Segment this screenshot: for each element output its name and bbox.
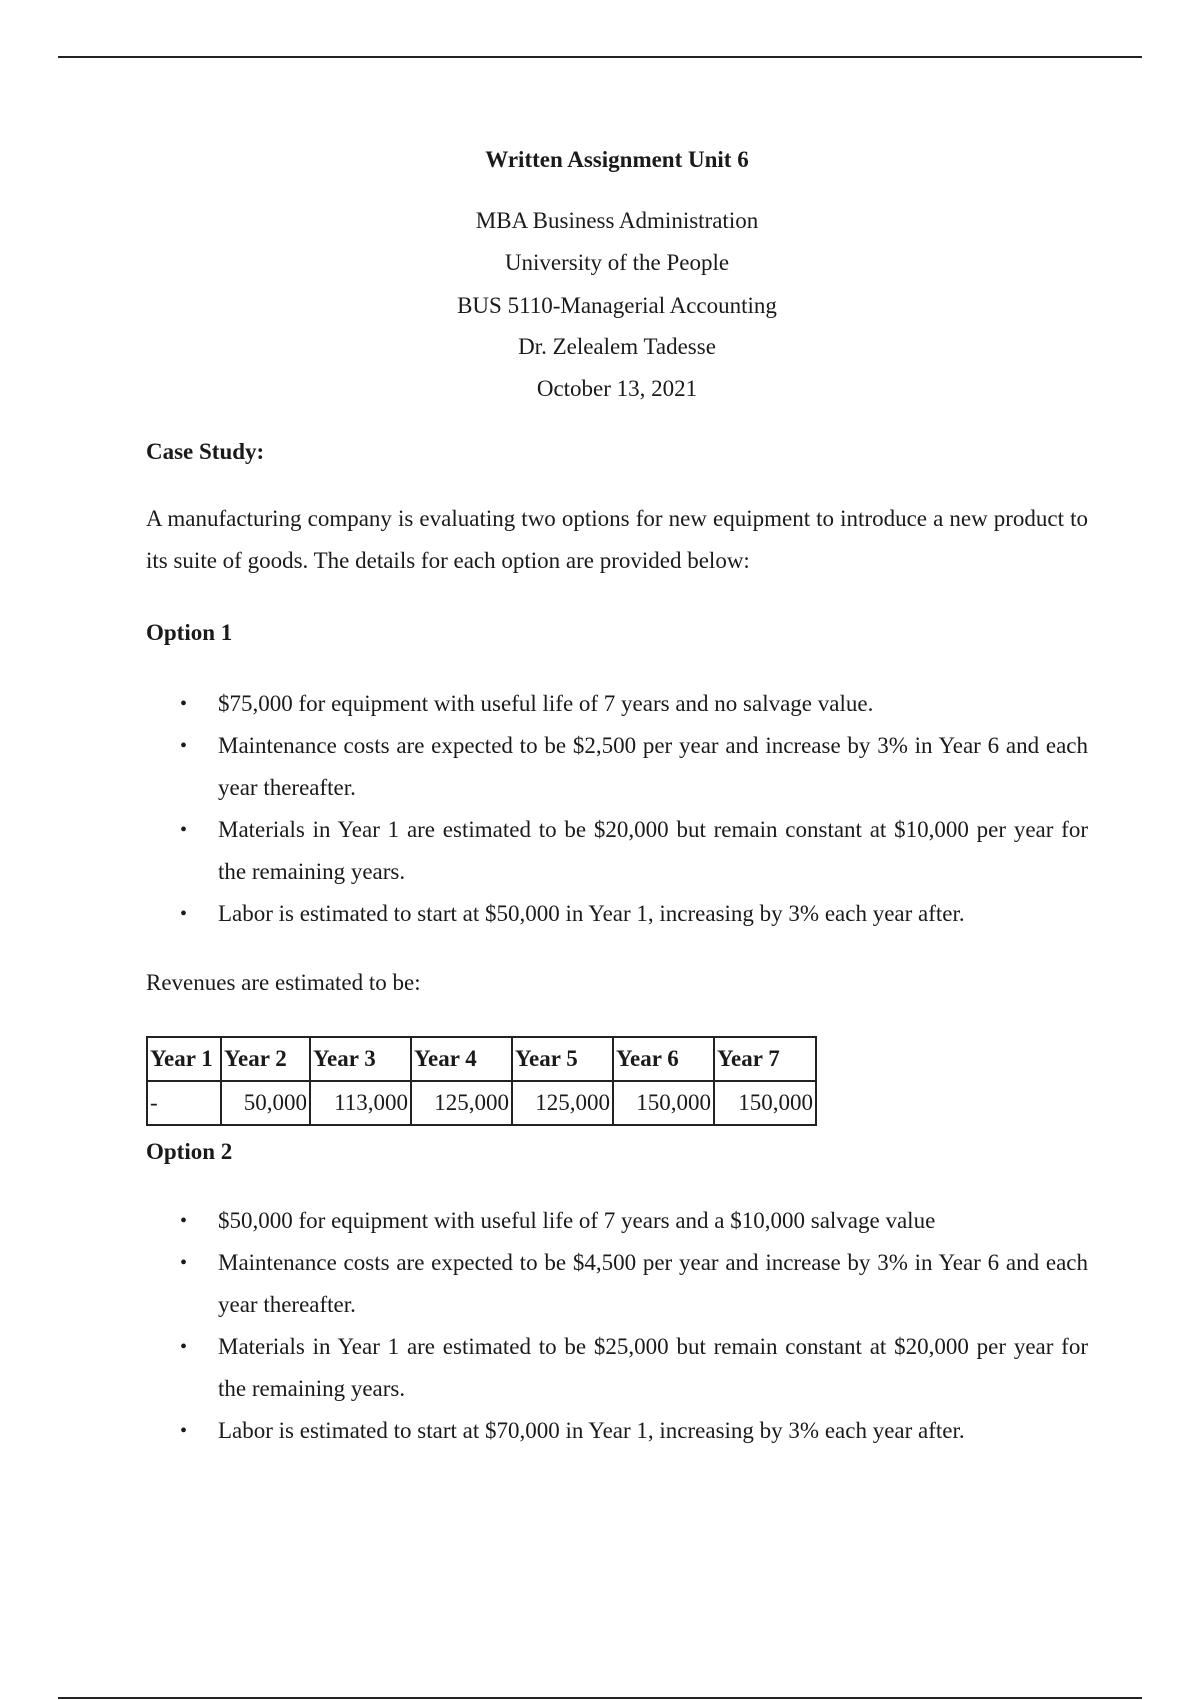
table-cell: - (147, 1081, 221, 1125)
table-row (147, 1081, 816, 1125)
bullet-icon: • (180, 1420, 188, 1442)
list-item (146, 683, 1088, 725)
table-header-cell: Year 4 (411, 1037, 512, 1081)
bullet-text: Materials in Year 1 are estimated to be $25,000 but remain constant at $20,000 per year for the remaining years. (218, 1334, 1088, 1401)
bullet-icon: • (180, 1210, 188, 1232)
bottom-rule (58, 1697, 1142, 1699)
option2-bullet-list (146, 1200, 1088, 1452)
case-study-heading: Case Study: (146, 439, 265, 464)
table-header-cell: Year 3 (310, 1037, 411, 1081)
bullet-icon: • (180, 735, 188, 757)
document-title: Written Assignment Unit 6 (485, 147, 749, 172)
bullet-icon: • (180, 693, 188, 715)
bullet-text: $75,000 for equipment with useful life of 7 years and no salvage value. (218, 691, 874, 716)
bullet-icon: • (180, 903, 188, 925)
table-cell: 150,000 (714, 1081, 816, 1125)
bullet-text: Maintenance costs are expected to be $4,500 per year and increase by 3% in Year 6 and each year thereafter. (218, 1250, 1088, 1317)
list-item (146, 1200, 1088, 1242)
table-header-cell: Year 2 (221, 1037, 310, 1081)
list-item (146, 809, 1088, 893)
table-header-row (147, 1037, 816, 1081)
table-header-cell: Year 5 (512, 1037, 613, 1081)
option1-heading: Option 1 (146, 620, 233, 645)
case-study-intro: A manufacturing company is evaluating two options for new equipment to introduce a new product to its suite of goods. The details for each option are provided below: (146, 506, 1088, 573)
revenues-label: Revenues are estimated to be: (146, 970, 421, 995)
table-header-cell: Year 1 (147, 1037, 221, 1081)
table-cell: 150,000 (613, 1081, 714, 1125)
top-rule (58, 56, 1142, 58)
bullet-text: Labor is estimated to start at $50,000 in Year 1, increasing by 3% each year after. (218, 901, 965, 926)
bullet-text: Labor is estimated to start at $70,000 in Year 1, increasing by 3% each year after. (218, 1418, 965, 1443)
bullet-icon: • (180, 1336, 188, 1358)
list-item (146, 1326, 1088, 1410)
instructor-line: Dr. Zelealem Tadesse (518, 334, 716, 359)
bullet-icon: • (180, 819, 188, 841)
bullet-text: Materials in Year 1 are estimated to be $20,000 but remain constant at $10,000 per year for the remaining years. (218, 817, 1088, 884)
option1-bullet-list (146, 683, 1088, 935)
list-item (146, 725, 1088, 809)
option2-heading: Option 2 (146, 1139, 233, 1164)
table-cell: 125,000 (411, 1081, 512, 1125)
list-item (146, 893, 1088, 935)
list-item (146, 1410, 1088, 1452)
bullet-text: $50,000 for equipment with useful life of 7 years and a $10,000 salvage value (218, 1208, 936, 1233)
bullet-text: Maintenance costs are expected to be $2,500 per year and increase by 3% in Year 6 and each year thereafter. (218, 733, 1088, 800)
revenue-table (146, 1036, 817, 1126)
list-item (146, 1242, 1088, 1326)
table-header-cell: Year 7 (714, 1037, 816, 1081)
university-line: University of the People (504, 250, 730, 275)
date-line: October 13, 2021 (536, 376, 698, 401)
table-cell: 50,000 (221, 1081, 310, 1125)
course-line: BUS 5110-Managerial Accounting (457, 293, 777, 318)
table-header-cell: Year 6 (613, 1037, 714, 1081)
bullet-icon: • (180, 1252, 188, 1274)
table-cell: 125,000 (512, 1081, 613, 1125)
program-line: MBA Business Administration (475, 208, 759, 233)
table-cell: 113,000 (310, 1081, 411, 1125)
